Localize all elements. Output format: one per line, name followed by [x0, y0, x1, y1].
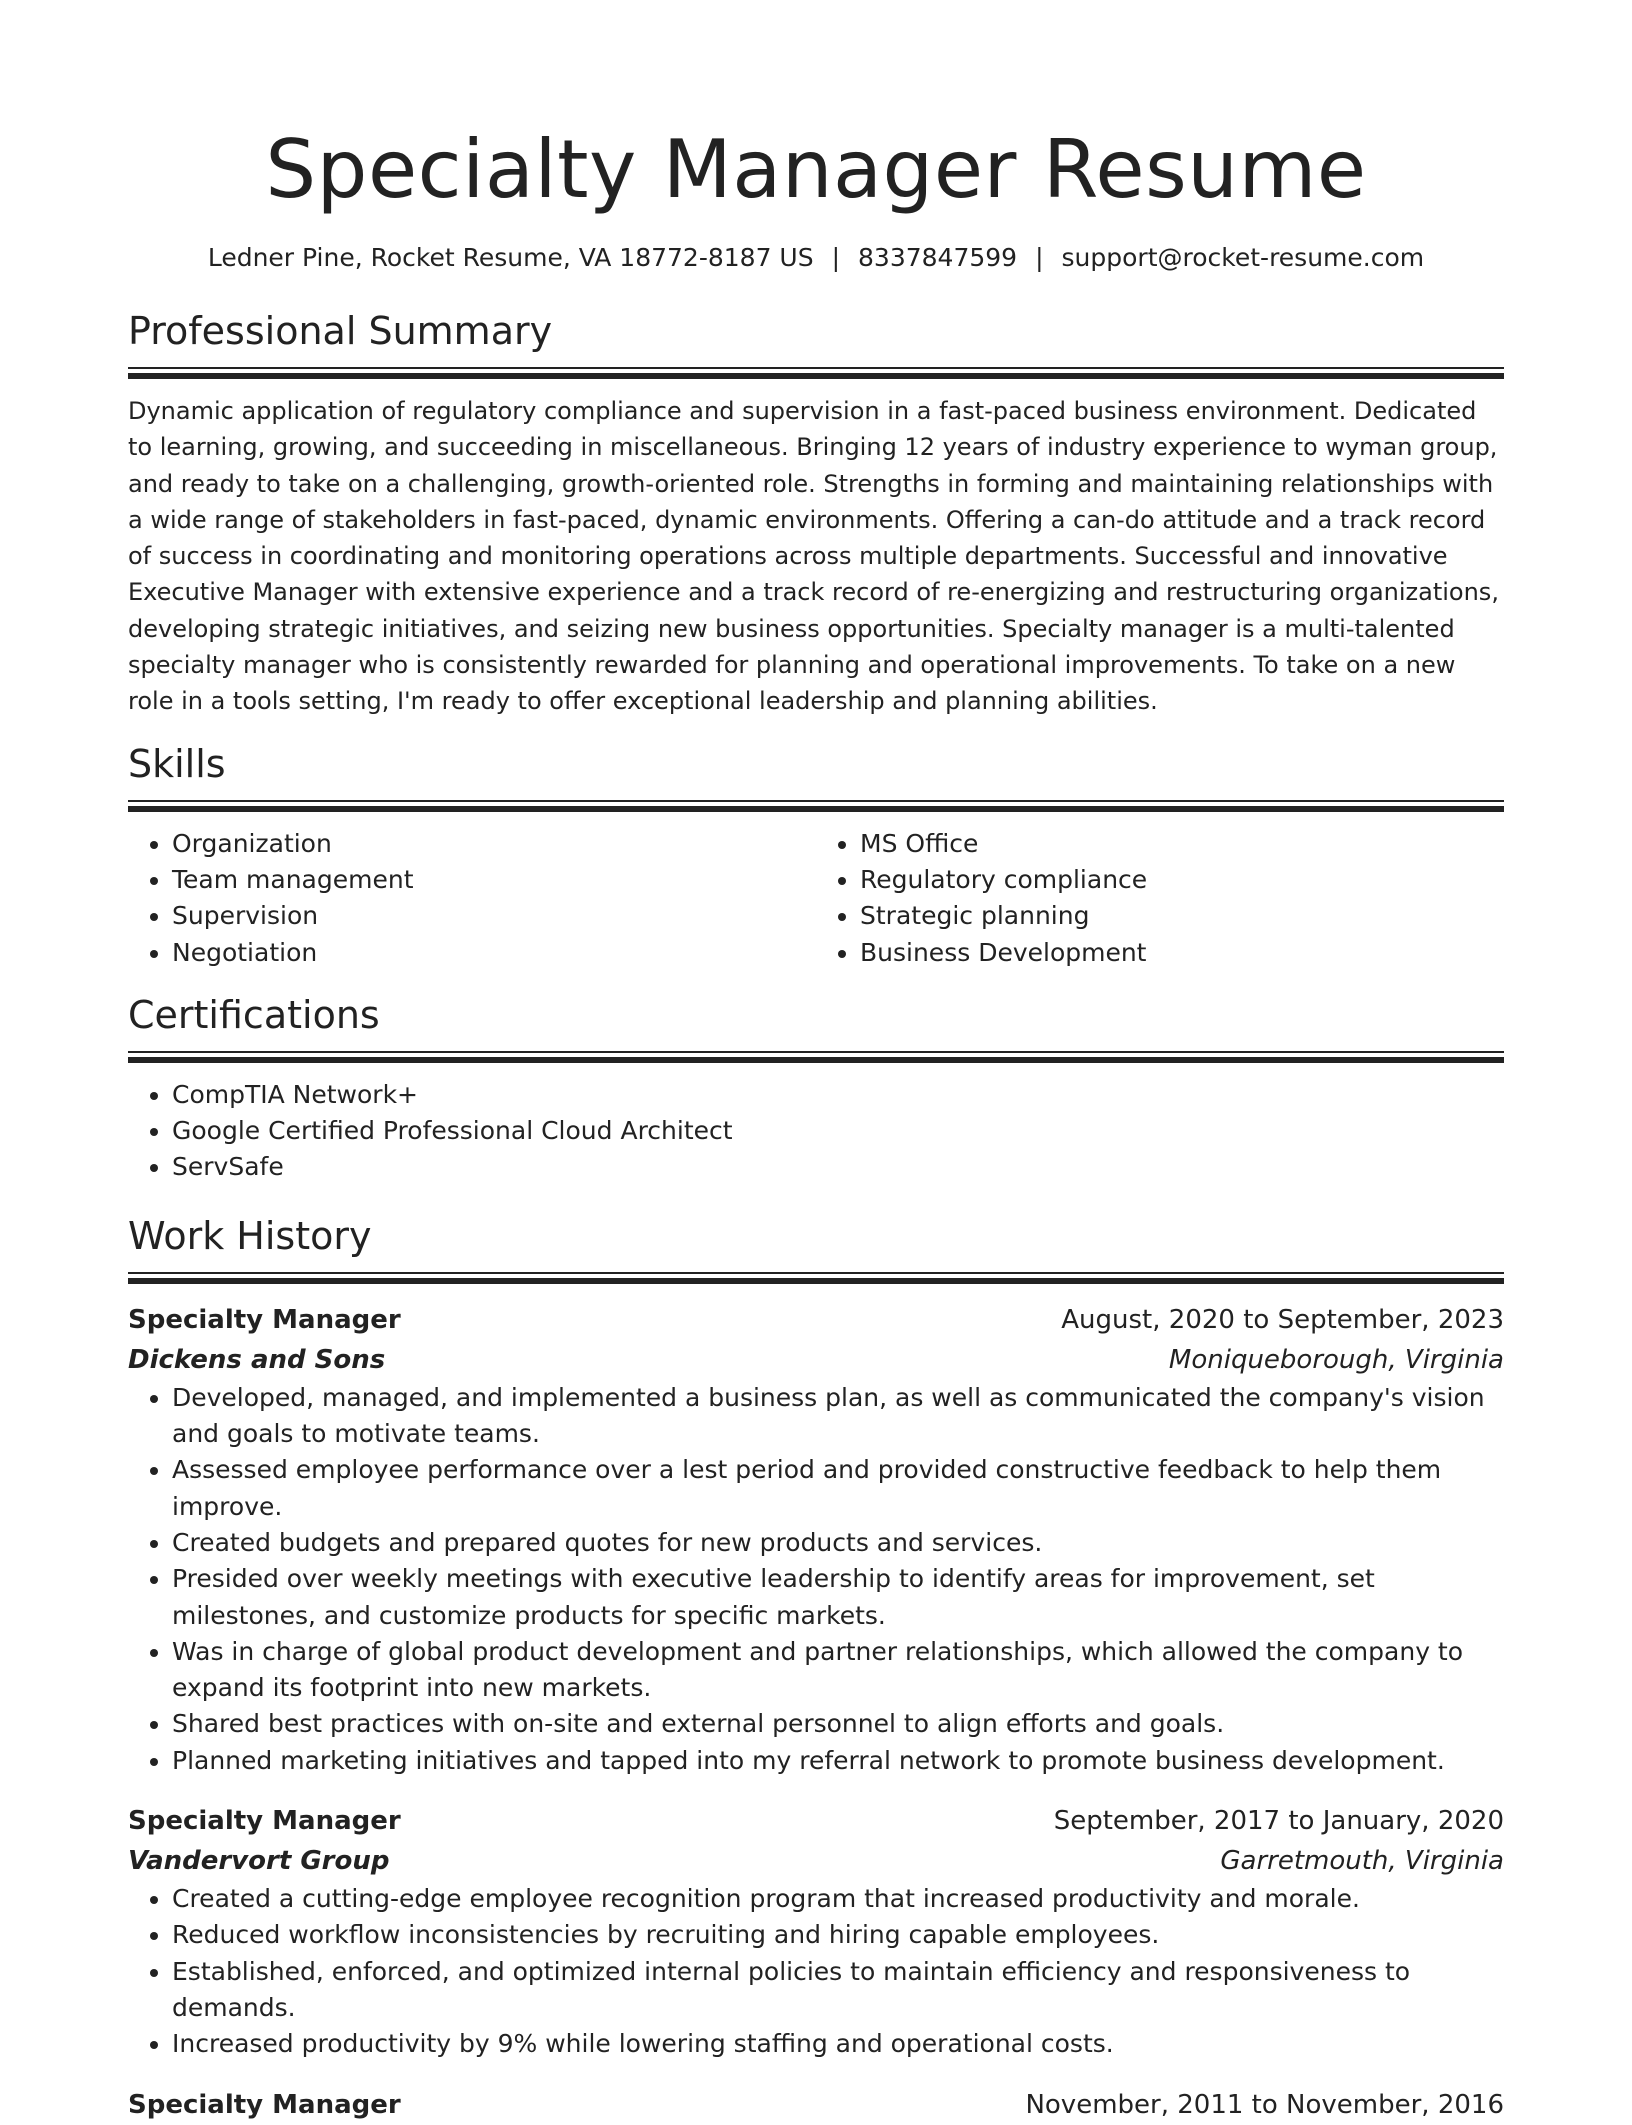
- job-dates: September, 2017 to January, 2020: [1053, 1806, 1504, 1837]
- job-title: Specialty Manager: [128, 2089, 401, 2120]
- job-dates: August, 2020 to September, 2023: [1061, 1304, 1504, 1335]
- job-entry: [128, 2085, 1504, 2125]
- skills-list-right: [816, 826, 1504, 971]
- skills-grid: [128, 826, 1504, 971]
- skills-section: [128, 740, 1504, 971]
- section-divider: [128, 1051, 1504, 1063]
- contact-email: support@rocket-resume.com: [1061, 243, 1425, 272]
- section-divider: [128, 1272, 1504, 1284]
- job-entry: [128, 1300, 1504, 1779]
- job-header: [128, 2085, 1504, 2125]
- job-subheader: [128, 1841, 1504, 1881]
- resume-title: Specialty Manager Resume: [265, 123, 1367, 216]
- job-bullet: • Assessed employee performance over a lest period and provided constructive feedback to help them improve.: [172, 1452, 1504, 1525]
- job-bullet: • Established, enforced, and optimized internal policies to maintain efficiency and responsiveness to demands.: [172, 1954, 1504, 2027]
- skill-item: • Regulatory compliance: [860, 862, 1504, 898]
- certification-item: • Google Certified Professional Cloud Architect: [172, 1113, 1504, 1149]
- certification-item: • ServSafe: [172, 1149, 1504, 1185]
- certifications-list: [128, 1077, 1504, 1186]
- skill-item: • MS Office: [860, 826, 1504, 862]
- section-divider: [128, 367, 1504, 379]
- work-history-section: [128, 1212, 1504, 2125]
- skill-item: • Negotiation: [172, 935, 816, 971]
- summary-text: Dynamic application of regulatory compliance and supervision in a fast-paced business environment. Dedicated to learning, growing, and succeeding in miscellaneous. Bringing 12 years of industry experience to wyman group, and ready to take on a challenging, growth-oriented role. Strengths in forming and maintaining relationships with a wide range of stakeholders in fast-paced, dynamic environments. Offering a can-do attitude and a track record of success in coordinating and monitoring operations across multiple departments. Successful and innovative Executive Manager with extensive experience and a track record of re-energizing and restructuring organizations, developing strategic initiatives, and seizing new business opportunities. Specialty manager is a multi-talented specialty manager who is consistently rewarded for planning and operational improvements. To take on a new role in a tools setting, I'm ready to offer exceptional leadership and planning abilities.: [128, 397, 1499, 716]
- job-bullets: [128, 1881, 1504, 2062]
- job-subheader: [128, 1340, 1504, 1380]
- skill-item: • Organization: [172, 826, 816, 862]
- skills-heading: Skills: [128, 741, 226, 786]
- summary-heading: Professional Summary: [128, 309, 553, 353]
- certifications-section: [128, 991, 1504, 1186]
- job-bullet: • Shared best practices with on-site and external personnel to align efforts and goals.: [172, 1706, 1504, 1742]
- resume-page: [128, 0, 1504, 2125]
- job-bullet: • Presided over weekly meetings with executive leadership to identify areas for improvement, set milestones, and customize products for specific markets.: [172, 1561, 1504, 1634]
- job-bullet: • Reduced workflow inconsistencies by recruiting and hiring capable employees.: [172, 1917, 1504, 1953]
- contact-phone: 8337847599: [858, 243, 1018, 272]
- job-location: Garretmouth, Virginia: [1220, 1846, 1504, 1877]
- work-history-heading: Work History: [128, 1213, 372, 1258]
- certifications-heading: Certifications: [128, 992, 380, 1037]
- job-company: Vandervort Group: [128, 1846, 390, 1877]
- skill-item: • Business Development: [860, 935, 1504, 971]
- job-company: Dickens and Sons: [128, 1344, 386, 1375]
- contact-separator: |: [1035, 243, 1044, 272]
- job-header: [128, 1801, 1504, 1841]
- job-bullet: • Created budgets and prepared quotes for new products and services.: [172, 1525, 1504, 1561]
- job-bullets: [128, 1380, 1504, 1779]
- contact-line: [128, 242, 1504, 274]
- job-bullet: • Developed, managed, and implemented a business plan, as well as communicated the company's vision and goals to motivate teams.: [172, 1380, 1504, 1453]
- certification-item: • CompTIA Network+: [172, 1077, 1504, 1113]
- job-title: Specialty Manager: [128, 1806, 401, 1837]
- contact-address: Ledner Pine, Rocket Resume, VA 18772-8187 US: [207, 243, 814, 272]
- job-location: Moniqueborough, Virginia: [1168, 1344, 1504, 1375]
- contact-separator: |: [831, 243, 841, 272]
- section-divider: [128, 800, 1504, 812]
- job-bullet: • Planned marketing initiatives and tapped into my referral network to promote business development.: [172, 1743, 1504, 1779]
- job-bullet: • Created a cutting-edge employee recognition program that increased productivity and morale.: [172, 1881, 1504, 1917]
- skills-list-left: [128, 826, 816, 971]
- job-title: Specialty Manager: [128, 1304, 401, 1335]
- job-header: [128, 1300, 1504, 1340]
- job-bullet: • Increased productivity by 9% while lowering staffing and operational costs.: [172, 2026, 1504, 2062]
- skill-item: • Supervision: [172, 898, 816, 934]
- summary-section: [128, 307, 1504, 720]
- job-entry: [128, 1801, 1504, 2062]
- job-bullet: • Was in charge of global product development and partner relationships, which allowed the company to expand its footprint into new markets.: [172, 1634, 1504, 1707]
- skill-item: • Strategic planning: [860, 898, 1504, 934]
- skill-item: • Team management: [172, 862, 816, 898]
- job-dates: November, 2011 to November, 2016: [1025, 2089, 1504, 2120]
